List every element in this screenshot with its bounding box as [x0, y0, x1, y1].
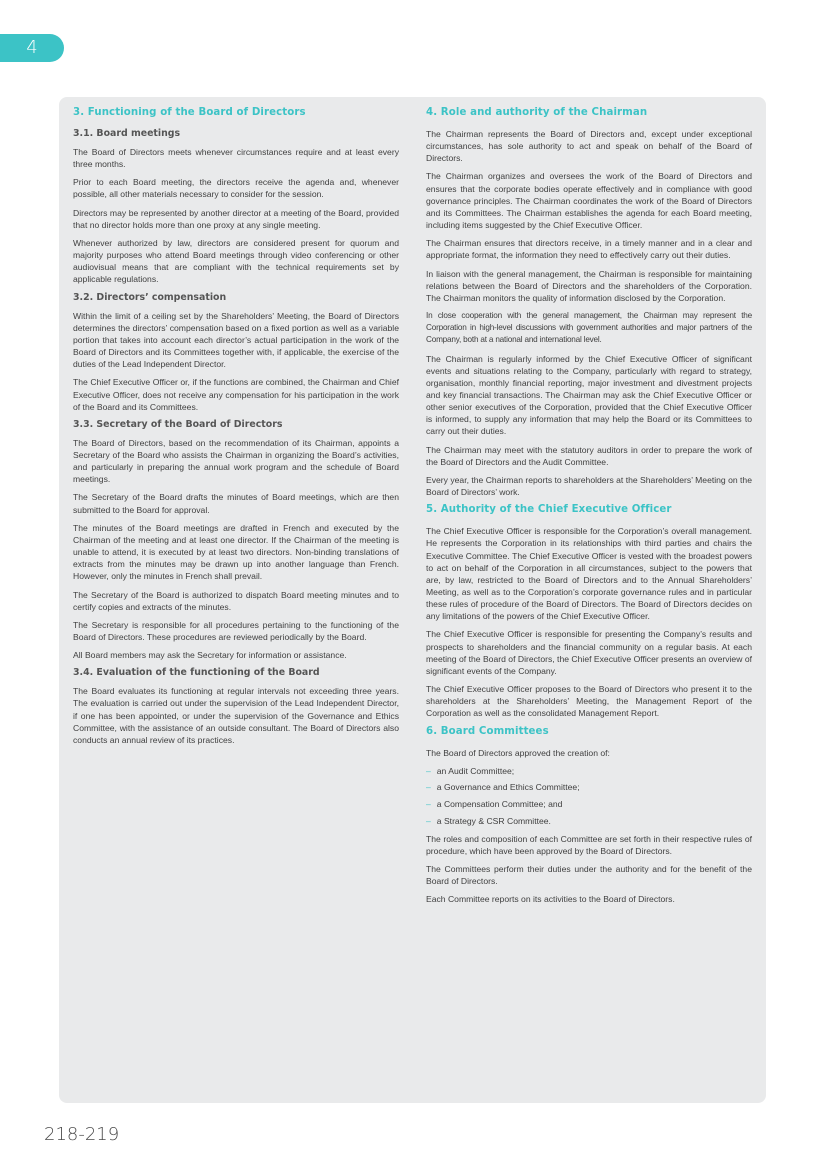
paragraph: The Chairman represents the Board of Directors and, except under exceptional circumstances, has sole authority to act and speak on behalf of the Board of Directors. [426, 129, 752, 164]
list-item-text: a Compensation Committee; and [436, 799, 563, 810]
paragraph: The Chief Executive Officer proposes to the Board of Directors who present it to the shareholders at the Shareholders’ Meeting, the Management Report of the Corporation as well as the consolidated Management Report. [426, 684, 752, 719]
page-number-tab [0, 34, 64, 62]
dash-marker: – [426, 815, 431, 826]
paragraph: The Chairman may meet with the statutory auditors in order to prepare the work of the Board of Directors and the Audit Committee. [426, 444, 752, 467]
page-number: 4 [26, 37, 38, 58]
paragraph: The Secretary of the Board is authorized to dispatch Board meeting minutes and to certify copies and extracts of the minutes. [73, 589, 399, 612]
section-3-3-heading: 3.3. Secretary of the Board of Directors [73, 418, 283, 430]
paragraph: In liaison with the general management, the Chairman is responsible for maintaining relations between the Board of Directors and the shareholders of the Corporation. The Chairman monitors the quality of information disclosed by the Corporation. [426, 268, 752, 303]
list-item [426, 781, 752, 793]
dash-marker: – [426, 799, 431, 810]
paragraph: The Committees perform their duties under the authority and for the benefit of the Board of Directors. [426, 864, 752, 887]
section-3-4-heading: 3.4. Evaluation of the functioning of the Board [73, 667, 320, 679]
list-item [426, 765, 752, 777]
paragraph: The Chief Executive Officer or, if the functions are combined, the Chairman and Chief Executive Officer, does not receive any compensation for his participation in the work of the Board and its Committees. [73, 377, 399, 412]
paragraph: The Chairman organizes and oversees the work of the Board of Directors and ensures that the corporate bodies operate effectively and in compliance with good governance principles. The Chairman coordinates the work of the Board of Directors and its Committees. The Chairman establishes the agenda for each Board meeting, including items suggested by the Chief Executive Officer. [426, 171, 752, 231]
content-panel [59, 97, 766, 1103]
paragraph: The Secretary of the Board drafts the minutes of Board meetings, which are then submitted to the Board for approval. [73, 492, 399, 515]
paragraph: The Board evaluates its functioning at regular intervals not exceeding three years. The evaluation is carried out under the supervision of the Lead Independent Director, if one has been appointed, or under the supervision of the Governance and Ethics Committee, with the assistance of an outside consultant. The Board of Directors also conducts an annual review of its practices. [73, 686, 399, 745]
section-4-heading: 4. Role and authority of the Chairman [426, 107, 648, 118]
list-item-text: a Governance and Ethics Committee; [436, 782, 580, 793]
paragraph: The Board of Directors meets whenever circumstances require and at least every three months. [73, 147, 399, 170]
paragraph: The Secretary is responsible for all procedures pertaining to the functioning of the Board of Directors. These procedures are reviewed periodically by the Board. [73, 619, 399, 642]
committee-list [426, 765, 752, 827]
paragraph: The Board of Directors, based on the recommendation of its Chairman, appoints a Secretary of the Board who assists the Chairman in organizing the Board’s activities, and particularly in preparing the annual work program and the schedule of Board meetings. [73, 437, 399, 485]
paragraph: The roles and composition of each Committee are set forth in their respective rules of procedure, which have been approved by the Board of Directors. [426, 833, 752, 856]
paragraph: Directors may be represented by another director at a meeting of the Board, provided that no director holds more than one proxy at any single meeting. [73, 207, 399, 230]
paragraph: Each Committee reports on its activities to the Board of Directors. [426, 894, 675, 905]
paragraph: The Chief Executive Officer is responsible for the Corporation’s overall management. He represents the Corporation in its relationships with third parties and chairs the Executive Committee. The Chief Executive Officer is vested with the broadest powers to act on behalf of the Corporation in all circumstances, subject to the powers that are, by law, restricted to the Board of Directors and to the Annual Shareholders’ Meeting, as well as to the Corporation’s corporate governance rules and in particular these rules of procedure of the Board of Directors. The Board of Directors decides on any limitations of the powers of the Chief Executive Officer. [426, 526, 752, 622]
paragraph: The Chief Executive Officer is responsible for presenting the Company’s results and prospects to shareholders and the financial community on a regular basis. At each meeting of the Board of Directors, the Chief Executive Officer presents an overview of significant events of the Company. [426, 629, 752, 676]
paragraph: Prior to each Board meeting, the directors receive the agenda and, whenever possible, all other materials necessary to consider for the session. [73, 177, 399, 200]
section-3-1-heading: 3.1. Board meetings [73, 128, 181, 139]
list-item-text: a Strategy & CSR Committee. [436, 815, 551, 826]
footer-page-range: 218-219 [44, 1124, 120, 1145]
left-column [73, 107, 399, 752]
right-column [426, 107, 752, 912]
paragraph: All Board members may ask the Secretary for information or assistance. [73, 650, 347, 661]
paragraph: In close cooperation with the general management, the Chairman may represent the Corporation in high-level discussions with government authorities and major partners of the Company, both at a national and international level. [426, 311, 752, 345]
list-item [426, 798, 752, 810]
section-6-heading: 6. Board Committees [426, 725, 549, 737]
paragraph: The minutes of the Board meetings are drafted in French and executed by the Chairman of the meeting and at least one director. If the Chairman of the meeting is unable to attend, it is executed by at least two directors. Non-binding translations of extracts from the minutes may be drawn up into another language than French. However, only the minutes in French shall prevail. [73, 522, 399, 582]
paragraph: Within the limit of a ceiling set by the Shareholders’ Meeting, the Board of Directors determines the directors’ compensation based on a fixed portion as well as a variable portion that takes into account each director’s actual participation in the work of the Board of Directors and its Committees together with, if applicable, the exercise of the duties of the Lead Independent Director. [73, 310, 399, 370]
section-3-heading: 3. Functioning of the Board of Directors [73, 107, 306, 118]
paragraph: The Chairman ensures that directors receive, in a timely manner and in a clear and appropriate format, the information they need to effectively carry out their duties. [426, 238, 752, 261]
paragraph: Every year, the Chairman reports to shareholders at the Shareholders’ Meeting on the Board of Directors’ work. [426, 474, 752, 498]
dash-marker: – [426, 782, 431, 793]
section-3-2-heading: 3.2. Directors’ compensation [73, 291, 227, 303]
paragraph: The Chairman is regularly informed by the Chief Executive Officer of significant events and situations relating to the Company, particularly with regard to strategy, organisation, monthly financial reporting, major investment and divestment projects and key financial transactions. The Chairman may ask the Chief Executive Officer or other senior executives of the Corporation, provided that the Chief Executive Officer is informed, to supply any information that may help the Board or its Committees to carry out their duties. [426, 353, 752, 437]
dash-marker: – [426, 765, 431, 776]
paragraph: The Board of Directors approved the creation of: [426, 747, 610, 758]
paragraph: Whenever authorized by law, directors are considered present for quorum and majority purposes who attend Board meetings through video conferencing or other audiovisual means that are compliant with the technical requirements set by applicable regulations. [73, 237, 399, 285]
list-item [426, 815, 752, 827]
section-5-heading: 5. Authority of the Chief Executive Officer [426, 504, 672, 516]
list-item-text: an Audit Committee; [436, 765, 515, 776]
